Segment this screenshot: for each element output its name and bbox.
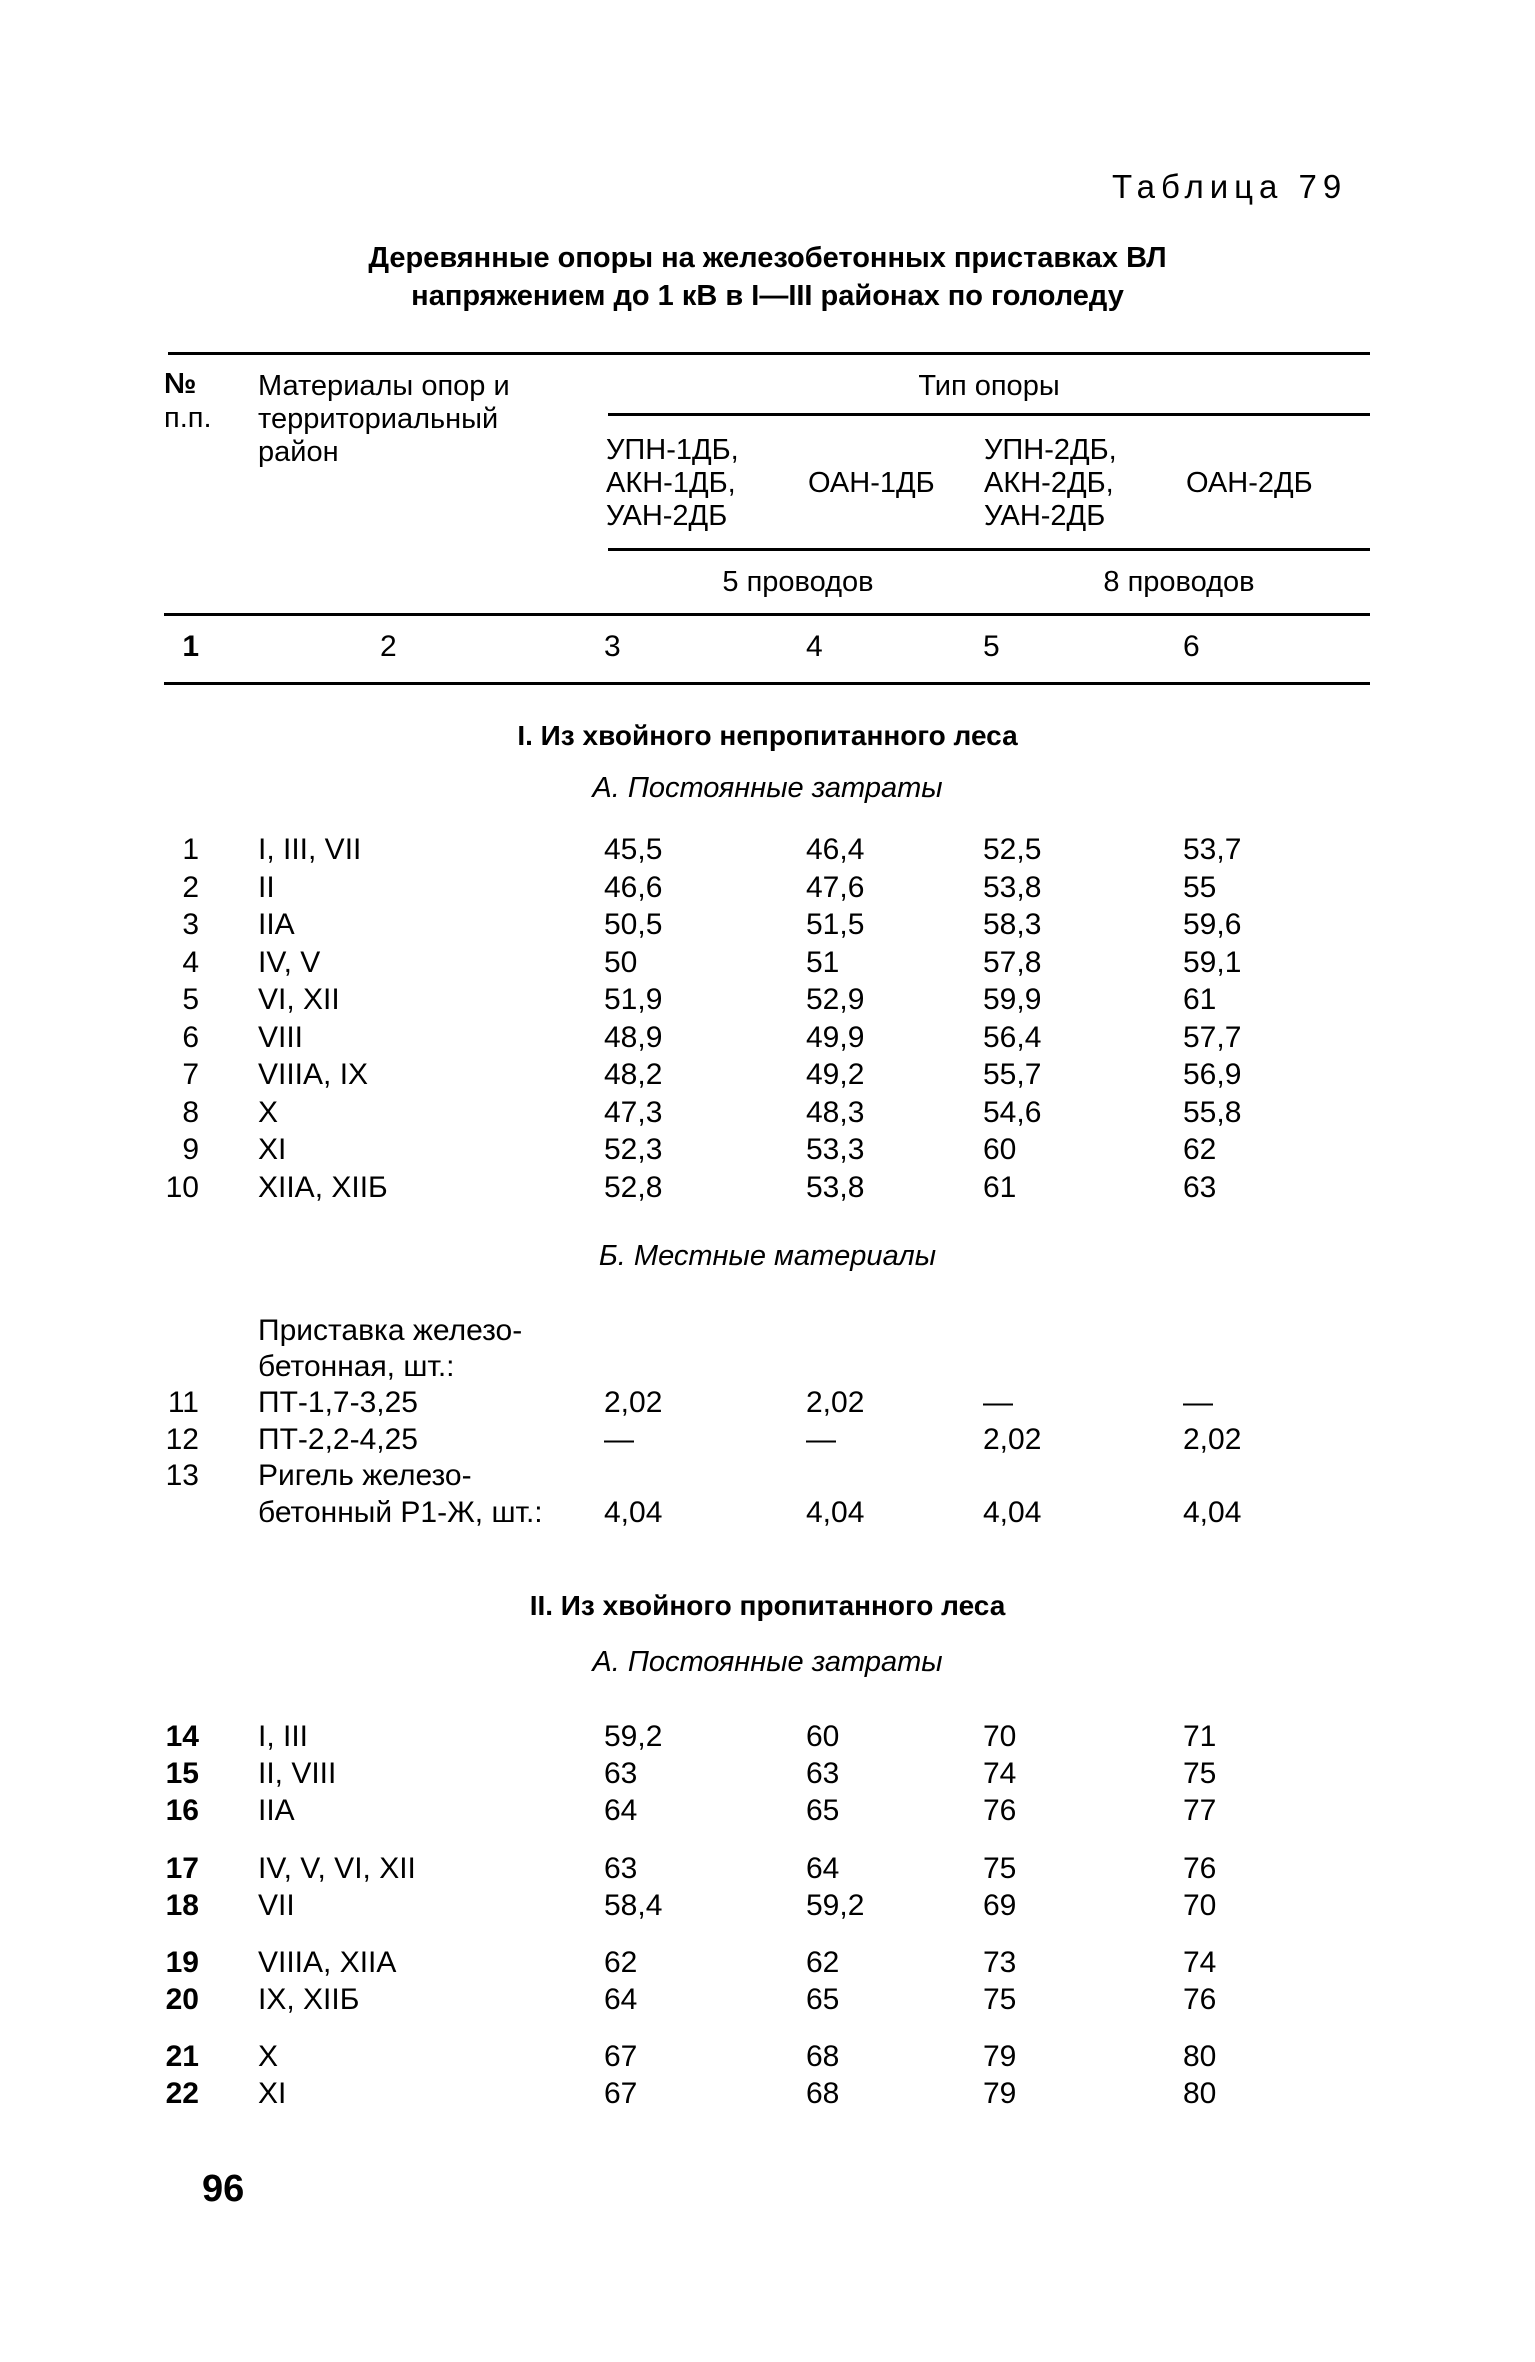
table-row — [0, 1133, 1535, 1171]
header-type-3-line-1: УПН-2ДБ, — [984, 434, 1117, 466]
row-value-col4: 2,02 — [806, 1386, 865, 1419]
header-wires-rule — [608, 548, 1370, 551]
row-material: ПТ-2,2-4,25 — [258, 1423, 418, 1456]
row-value-col3: 4,04 — [604, 1496, 663, 1529]
row-value-col3: 2,02 — [604, 1386, 663, 1419]
table-row — [0, 2077, 1535, 2115]
row-value-col6: 63 — [1183, 1171, 1217, 1204]
row-material: XIIA, XIIБ — [258, 1171, 388, 1204]
row-number: 12 — [165, 1423, 199, 1456]
row-number: 17 — [165, 1852, 199, 1885]
row-value-col3: 58,4 — [604, 1889, 663, 1922]
table-label: Таблица 79 — [1112, 168, 1348, 205]
table-row — [0, 2040, 1535, 2078]
header-num-2: п.п. — [164, 402, 212, 434]
column-number: 3 — [604, 630, 621, 663]
header-bottom-rule — [164, 613, 1370, 616]
header-type-of-support: Тип опоры — [918, 370, 1060, 402]
row-number: 10 — [165, 1171, 199, 1204]
row-value-col4: 53,3 — [806, 1133, 865, 1166]
row-value-col6: 59,1 — [1183, 946, 1242, 979]
section-1-subtitle-b: Б. Местные материалы — [598, 1240, 937, 1272]
header-top-rule — [168, 352, 1370, 355]
row-material: IV, V, VI, XII — [258, 1852, 416, 1885]
section-1-title: I. Из хвойного непропитанного леса — [517, 720, 1018, 751]
row-material: X — [258, 1096, 279, 1129]
header-type-1-line-1: УПН-1ДБ, — [606, 434, 739, 466]
row-value-col3: 46,6 — [604, 871, 663, 904]
row-value-col3: 45,5 — [604, 833, 663, 866]
table-row — [0, 1314, 1535, 1352]
row-number: 13 — [165, 1459, 199, 1492]
row-number: 11 — [167, 1386, 199, 1419]
row-material: VIIIA, IX — [258, 1058, 369, 1091]
row-value-col5: 60 — [983, 1133, 1017, 1166]
column-number: 1 — [182, 630, 199, 663]
row-value-col5: 75 — [983, 1983, 1017, 2016]
row-value-col4: 47,6 — [806, 871, 865, 904]
row-number: 22 — [165, 2077, 199, 2110]
row-material: I, III — [258, 1720, 309, 1753]
table-row — [0, 1946, 1535, 1984]
row-value-col6: 57,7 — [1183, 1021, 1242, 1054]
header-type-3-line-2: АКН-2ДБ, — [984, 467, 1114, 499]
column-number: 6 — [1183, 630, 1200, 663]
row-value-col6: 55 — [1183, 871, 1217, 904]
row-material: II — [258, 871, 275, 904]
table-row — [0, 871, 1535, 909]
row-number: 15 — [165, 1757, 199, 1790]
row-value-col6: 80 — [1183, 2040, 1217, 2073]
row-value-col3: 63 — [604, 1852, 638, 1885]
numbers-bottom-rule — [164, 682, 1370, 685]
row-number: 3 — [182, 908, 199, 941]
table-row — [0, 1720, 1535, 1758]
row-number: 20 — [165, 1983, 199, 2016]
row-value-col3: 48,2 — [604, 1058, 663, 1091]
table-row — [0, 1459, 1535, 1497]
row-value-col5: 79 — [983, 2040, 1017, 2073]
table-row — [0, 1058, 1535, 1096]
section-1-subtitle-a: А. Постоянные затраты — [592, 772, 943, 804]
row-value-col3: 67 — [604, 2077, 638, 2110]
row-value-col5: 70 — [983, 1720, 1017, 1753]
row-value-col4: 46,4 — [806, 833, 865, 866]
table-row — [0, 983, 1535, 1021]
row-number: 14 — [165, 1720, 199, 1753]
table-row — [0, 946, 1535, 984]
row-value-col6: — — [1183, 1386, 1213, 1419]
row-material: II, VIII — [258, 1757, 337, 1790]
row-value-col3: 59,2 — [604, 1720, 663, 1753]
table-row — [0, 1757, 1535, 1795]
row-value-col4: 52,9 — [806, 983, 865, 1016]
row-material: I, III, VII — [258, 833, 362, 866]
row-value-col5: 79 — [983, 2077, 1017, 2110]
row-number: 19 — [165, 1946, 199, 1979]
row-material: VII — [258, 1889, 295, 1922]
row-number: 7 — [182, 1058, 199, 1091]
row-value-col5: 74 — [983, 1757, 1017, 1790]
column-number: 5 — [983, 630, 1000, 663]
row-material: Приставка железо- — [258, 1314, 523, 1347]
row-value-col6: 70 — [1183, 1889, 1217, 1922]
row-value-col5: 75 — [983, 1852, 1017, 1885]
table-row — [0, 1171, 1535, 1209]
row-value-col3: 64 — [604, 1983, 638, 2016]
page-number: 96 — [202, 2168, 245, 2210]
row-value-col6: 75 — [1183, 1757, 1217, 1790]
row-value-col3: 64 — [604, 1794, 638, 1827]
row-material: IIA — [258, 1794, 295, 1827]
row-value-col3: 50 — [604, 946, 638, 979]
row-value-col3: 48,9 — [604, 1021, 663, 1054]
row-value-col3: 62 — [604, 1946, 638, 1979]
row-value-col5: 57,8 — [983, 946, 1042, 979]
row-value-col5: — — [983, 1386, 1013, 1419]
section-2-title: II. Из хвойного пропитанного леса — [529, 1590, 1006, 1621]
row-value-col4: 4,04 — [806, 1496, 865, 1529]
row-material: X — [258, 2040, 279, 2073]
row-value-col4: 51,5 — [806, 908, 865, 941]
row-number: 8 — [182, 1096, 199, 1129]
row-value-col6: 56,9 — [1183, 1058, 1242, 1091]
table-row — [0, 833, 1535, 871]
row-value-col4: 68 — [806, 2040, 840, 2073]
row-value-col6: 76 — [1183, 1983, 1217, 2016]
row-value-col5: 56,4 — [983, 1021, 1042, 1054]
row-number: 1 — [182, 833, 199, 866]
column-number: 4 — [806, 630, 823, 663]
row-number: 5 — [182, 983, 199, 1016]
row-material: VIII — [258, 1021, 304, 1054]
header-type-rule — [608, 413, 1370, 416]
row-material: IX, XIIБ — [258, 1983, 360, 2016]
table-row — [0, 1423, 1535, 1461]
header-type-2: ОАН-1ДБ — [808, 467, 935, 499]
row-value-col5: 59,9 — [983, 983, 1042, 1016]
row-value-col5: 58,3 — [983, 908, 1042, 941]
row-value-col5: 52,5 — [983, 833, 1042, 866]
row-material: XI — [258, 1133, 287, 1166]
row-value-col6: 74 — [1183, 1946, 1217, 1979]
row-value-col6: 62 — [1183, 1133, 1217, 1166]
row-value-col5: 53,8 — [983, 871, 1042, 904]
row-value-col5: 55,7 — [983, 1058, 1042, 1091]
table-row — [0, 1096, 1535, 1134]
row-value-col6: 59,6 — [1183, 908, 1242, 941]
table-title-line-2: напряжением до 1 кВ в I—III районах по гололеду — [411, 280, 1124, 312]
section-2-subtitle-a: А. Постоянные затраты — [592, 1646, 943, 1678]
row-number: 9 — [182, 1133, 199, 1166]
header-type-3-line-3: УАН-2ДБ — [984, 500, 1106, 532]
row-value-col3: 52,8 — [604, 1171, 663, 1204]
row-value-col6: 77 — [1183, 1794, 1217, 1827]
row-material: IIA — [258, 908, 295, 941]
row-material: IV, V — [258, 946, 321, 979]
table-row — [0, 1794, 1535, 1832]
row-value-col4: 65 — [806, 1983, 840, 2016]
row-value-col6: 76 — [1183, 1852, 1217, 1885]
row-value-col4: 64 — [806, 1852, 840, 1885]
row-value-col3: 52,3 — [604, 1133, 663, 1166]
row-value-col3: 50,5 — [604, 908, 663, 941]
row-value-col6: 53,7 — [1183, 833, 1242, 866]
row-value-col5: 61 — [983, 1171, 1017, 1204]
table-row — [0, 908, 1535, 946]
row-number: 16 — [165, 1794, 199, 1827]
row-material: ПТ-1,7-3,25 — [258, 1386, 418, 1419]
row-value-col4: — — [806, 1423, 836, 1456]
row-number: 6 — [182, 1021, 199, 1054]
row-material: Ригель железо- — [258, 1459, 472, 1492]
row-value-col4: 51 — [806, 946, 840, 979]
row-value-col4: 48,3 — [806, 1096, 865, 1129]
table-row — [0, 1021, 1535, 1059]
row-value-col4: 63 — [806, 1757, 840, 1790]
table-row — [0, 1496, 1535, 1534]
header-wires-8: 8 проводов — [1103, 566, 1255, 598]
row-value-col6: 2,02 — [1183, 1423, 1242, 1456]
row-value-col4: 60 — [806, 1720, 840, 1753]
row-value-col6: 4,04 — [1183, 1496, 1242, 1529]
row-value-col5: 4,04 — [983, 1496, 1042, 1529]
row-value-col3: 47,3 — [604, 1096, 663, 1129]
row-value-col5: 54,6 — [983, 1096, 1042, 1129]
row-value-col4: 68 — [806, 2077, 840, 2110]
header-type-1-line-2: АКН-1ДБ, — [606, 467, 736, 499]
table-row — [0, 1386, 1535, 1424]
column-number-row — [0, 630, 1535, 668]
table-row — [0, 1852, 1535, 1890]
row-number: 18 — [165, 1889, 199, 1922]
row-number: 2 — [182, 871, 199, 904]
row-value-col5: 73 — [983, 1946, 1017, 1979]
row-value-col6: 80 — [1183, 2077, 1217, 2110]
column-number: 2 — [380, 630, 397, 663]
header-material-1: Материалы опор и — [258, 370, 510, 402]
row-value-col3: — — [604, 1423, 634, 1456]
row-value-col4: 59,2 — [806, 1889, 865, 1922]
table-row — [0, 1983, 1535, 2021]
header-num-1: № — [164, 368, 197, 400]
row-material: бетонная, шт.: — [258, 1350, 455, 1383]
row-value-col3: 67 — [604, 2040, 638, 2073]
row-value-col6: 55,8 — [1183, 1096, 1242, 1129]
row-value-col5: 76 — [983, 1794, 1017, 1827]
row-value-col4: 49,9 — [806, 1021, 865, 1054]
header-type-4: ОАН-2ДБ — [1186, 467, 1313, 499]
row-material: VIIIA, XIIA — [258, 1946, 397, 1979]
header-material-2: территориальный — [258, 403, 499, 435]
row-value-col6: 71 — [1183, 1720, 1217, 1753]
row-value-col4: 49,2 — [806, 1058, 865, 1091]
row-material: VI, XII — [258, 983, 340, 1016]
row-value-col4: 65 — [806, 1794, 840, 1827]
row-value-col3: 63 — [604, 1757, 638, 1790]
header-type-1-line-3: УАН-2ДБ — [606, 500, 728, 532]
row-number: 21 — [165, 2040, 199, 2073]
table-row — [0, 1889, 1535, 1927]
row-value-col5: 69 — [983, 1889, 1017, 1922]
row-number: 4 — [182, 946, 199, 979]
row-value-col4: 62 — [806, 1946, 840, 1979]
row-value-col6: 61 — [1183, 983, 1217, 1016]
header-wires-5: 5 проводов — [722, 566, 874, 598]
row-value-col5: 2,02 — [983, 1423, 1042, 1456]
table-row — [0, 1350, 1535, 1388]
row-value-col3: 51,9 — [604, 983, 663, 1016]
header-material-3: район — [258, 436, 339, 468]
row-material: бетонный Р1-Ж, шт.: — [258, 1496, 543, 1529]
row-material: XI — [258, 2077, 287, 2110]
table-title-line-1: Деревянные опоры на железобетонных приставках ВЛ — [368, 242, 1167, 274]
row-value-col4: 53,8 — [806, 1171, 865, 1204]
